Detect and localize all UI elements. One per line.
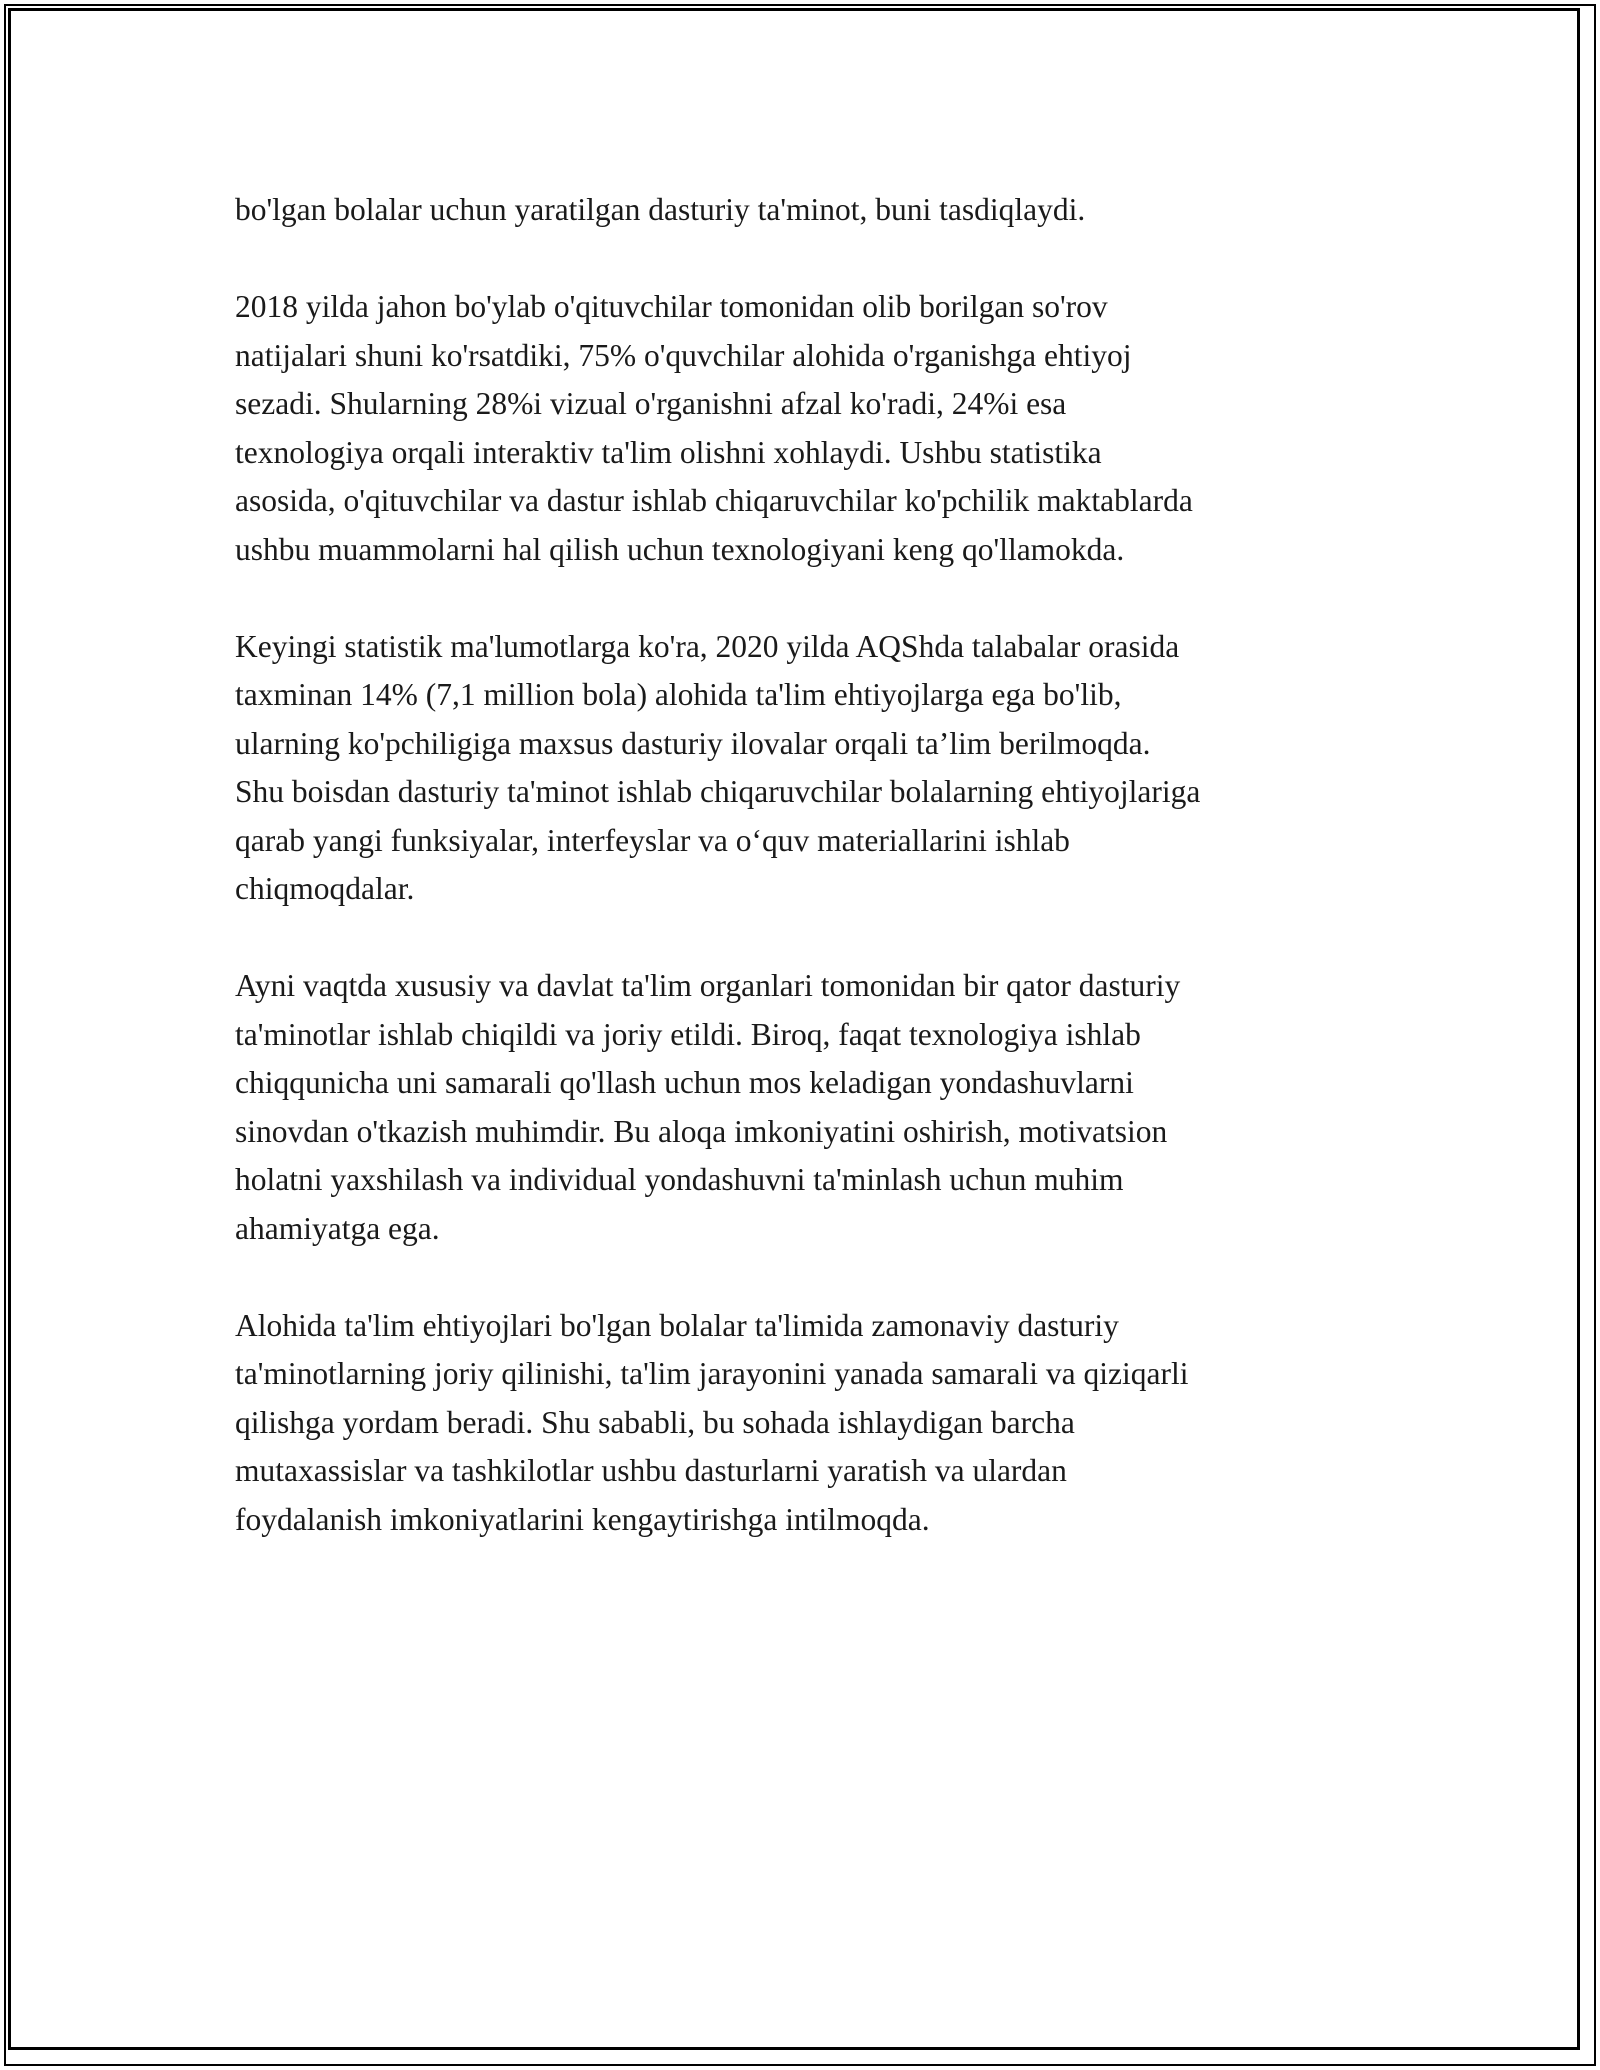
text-line: qarab yangi funksiyalar, interfeyslar va o‘quv materiallarini ishlab	[235, 822, 1070, 858]
text-line: Ayni vaqtda xususiy va davlat ta'lim organlari tomonidan bir qator dasturiy	[235, 968, 1181, 1003]
text-line: ularning ko'pchiligiga maxsus dasturiy ilovalar orqali ta’lim berilmoqda.	[235, 725, 1151, 761]
text-line: sinovdan o'tkazish muhimdir. Bu aloqa imkoniyatini oshirish, motivatsion	[235, 1113, 1168, 1149]
text-line: chiqmoqdalar.	[235, 871, 415, 906]
text-line: ushbu muammolarni hal qilish uchun texnologiyani keng qo'llamokda.	[235, 531, 1125, 567]
text-line: natijalari shuni ko'rsatdiki, 75% o'quvchilar alohida o'rganishga ehtiyoj	[235, 337, 1132, 373]
text-line: Alohida ta'lim ehtiyojlari bo'lgan bolalar ta'limida zamonaviy dasturiy	[235, 1307, 1119, 1343]
text-line: bo'lgan bolalar uchun yaratilgan dasturiy ta'minot, buni tasdiqlaydi.	[235, 192, 1086, 227]
text-line: foydalanish imkoniyatlarini kengaytirishga intilmoqda.	[235, 1501, 930, 1537]
text-line: 2018 yilda jahon bo'ylab o'qituvchilar tomonidan olib borilgan so'rov	[235, 289, 1108, 324]
text-line: ahamiyatga ega.	[235, 1210, 440, 1246]
text-line: qilishga yordam beradi. Shu sababli, bu sohada ishlaydigan barcha	[235, 1404, 1075, 1440]
text-line: ta'minotlarning joriy qilinishi, ta'lim jarayonini yanada samarali va qiziqarli	[235, 1356, 1189, 1391]
text-line: Shu boisdan dasturiy ta'minot ishlab chiqaruvchilar bolalarning ehtiyojlariga	[235, 774, 1201, 809]
text-line: mutaxassislar va tashkilotlar ushbu dasturlarni yaratish va ulardan	[235, 1453, 1067, 1488]
text-line: holatni yaxshilash va individual yondashuvni ta'minlash uchun muhim	[235, 1162, 1124, 1197]
paragraph-1	[235, 186, 1385, 235]
paragraph-5	[235, 1302, 1385, 1545]
paragraph-2	[235, 283, 1385, 574]
text-line: asosida, o'qituvchilar va dastur ishlab chiqaruvchilar ko'pchilik maktablarda	[235, 483, 1193, 518]
document-body	[235, 186, 1385, 1593]
text-line: ta'minotlar ishlab chiqildi va joriy etildi. Biroq, faqat texnologiya ishlab	[235, 1016, 1141, 1052]
paragraph-3	[235, 623, 1385, 914]
text-line: texnologiya orqali interaktiv ta'lim olishni xohlaydi. Ushbu statistika	[235, 434, 1102, 470]
text-line: taxminan 14% (7,1 million bola) alohida ta'lim ehtiyojlarga ega bo'lib,	[235, 677, 1122, 712]
text-line: Keyingi statistik ma'lumotlarga ko'ra, 2020 yilda AQShda talabalar orasida	[235, 628, 1180, 664]
paragraph-4	[235, 962, 1385, 1253]
text-line: chiqqunicha uni samarali qo'llash uchun mos keladigan yondashuvlarni	[235, 1065, 1134, 1100]
text-line: sezadi. Shularning 28%i vizual o'rganishni afzal ko'radi, 24%i esa	[235, 386, 1067, 421]
